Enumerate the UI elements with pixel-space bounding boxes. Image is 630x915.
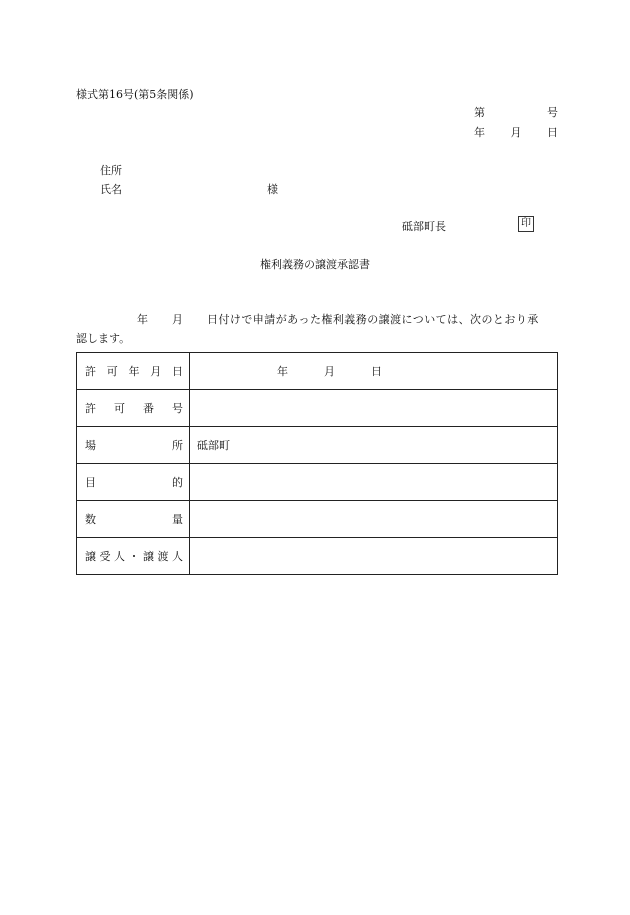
row-label-char: 所 bbox=[172, 439, 183, 452]
table-row bbox=[77, 538, 558, 575]
document-number-line bbox=[474, 104, 558, 120]
body-text-line-1 bbox=[76, 311, 558, 327]
recipient-name-label: 氏名 bbox=[100, 183, 122, 196]
issuer-title: 砥部町長 bbox=[402, 220, 446, 233]
recipient-honorific: 様 bbox=[267, 183, 278, 196]
issue-date-year: 年 bbox=[474, 126, 485, 139]
row-label bbox=[77, 390, 190, 427]
row-value bbox=[190, 427, 558, 464]
body-text-rest: 日付けで申請があった権利義務の譲渡については、次のとおり承 bbox=[207, 313, 539, 326]
row-label-char: 的 bbox=[172, 476, 183, 489]
issue-date-month: 月 bbox=[510, 126, 522, 139]
row-value bbox=[190, 501, 558, 538]
approval-details-table bbox=[76, 352, 558, 575]
issue-date-line bbox=[474, 124, 558, 140]
row-label-char: 受 bbox=[99, 550, 111, 563]
table-row bbox=[77, 501, 558, 538]
row-label bbox=[77, 427, 190, 464]
permit-date-year: 年 bbox=[277, 365, 288, 378]
row-label-char: 場 bbox=[85, 439, 96, 452]
permit-date-month: 月 bbox=[324, 365, 335, 378]
number-prefix: 第 bbox=[474, 106, 485, 119]
row-label bbox=[77, 538, 190, 575]
form-number-label: 様式第16号(第5条関係) bbox=[76, 88, 194, 101]
row-label-char: 譲 bbox=[85, 550, 96, 563]
body-month: 月 bbox=[172, 313, 183, 326]
row-label-char: 号 bbox=[172, 402, 183, 415]
body-text-line-2: 認します。 bbox=[76, 332, 131, 345]
document-title: 権利義務の譲渡承認書 bbox=[260, 258, 370, 271]
row-label bbox=[77, 501, 190, 538]
row-label-char: 人 bbox=[172, 550, 183, 563]
row-value bbox=[190, 464, 558, 501]
row-label bbox=[77, 464, 190, 501]
row-label-char: 可 bbox=[106, 365, 118, 378]
table-row bbox=[77, 427, 558, 464]
recipient-address-label: 住所 bbox=[100, 164, 122, 177]
row-value bbox=[190, 353, 558, 390]
body-year: 年 bbox=[137, 313, 148, 326]
row-label-char: 渡 bbox=[157, 550, 169, 563]
row-label-char: 目 bbox=[85, 476, 96, 489]
row-label-char: 人 bbox=[114, 550, 125, 563]
row-label-char: 年 bbox=[128, 365, 140, 378]
row-label-char: 譲 bbox=[143, 550, 154, 563]
issue-date-day: 日 bbox=[547, 126, 558, 139]
row-label-char: ・ bbox=[128, 550, 140, 563]
row-label-char: 可 bbox=[114, 402, 125, 415]
number-suffix: 号 bbox=[547, 106, 558, 119]
table-row bbox=[77, 390, 558, 427]
row-label-char: 日 bbox=[172, 365, 183, 378]
row-label-char: 量 bbox=[172, 513, 183, 526]
row-label-char: 許 bbox=[85, 402, 96, 415]
table-row bbox=[77, 353, 558, 390]
row-label bbox=[77, 353, 190, 390]
row-label-char: 数 bbox=[85, 513, 96, 526]
row-value bbox=[190, 390, 558, 427]
row-label-char: 許 bbox=[85, 365, 96, 378]
row-label-char: 番 bbox=[143, 402, 154, 415]
row-label-char: 月 bbox=[150, 365, 162, 378]
seal-box: 印 bbox=[518, 216, 534, 232]
row-value-text: 砥部町 bbox=[197, 439, 230, 452]
row-value bbox=[190, 538, 558, 575]
table-row bbox=[77, 464, 558, 501]
permit-date-day: 日 bbox=[371, 365, 382, 378]
